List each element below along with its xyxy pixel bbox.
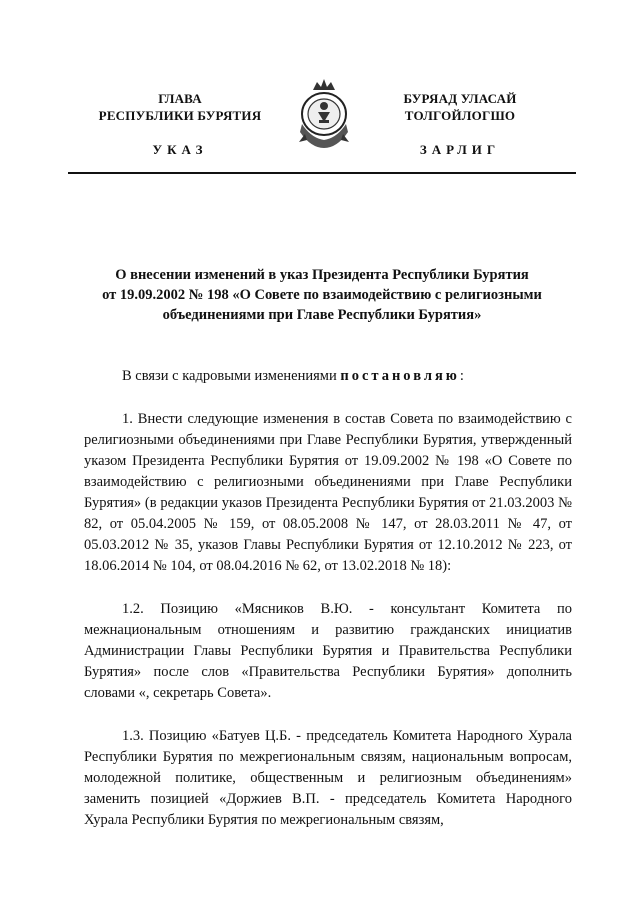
intro-paragraph (84, 366, 572, 387)
paragraph-1: 1. Внести следующие изменения в состав Совета по взаимодействию с религиозными объединениями при Главе Республики Бурятия, утвержденный указом Президента Республики Бурятия от 19.09.2002 № 198 «О Совете по взаимодействию с религиозными объединениями при Главе Республики Бурятия» (в редакции указов Президента Республики Бурятия от 21.03.2003 № 82, от 05.04.2005 № 159, от 08.05.2008 № 147, от 28.03.2011 № 47, от 05.03.2012 № 35, указов Главы Республики Бурятия от 12.10.2012 № 223, от 18.06.2014 № 104, от 08.04.2016 № 62, от 13.02.2018 № 18): (84, 411, 572, 574)
intro-keyword: постановляю (340, 368, 460, 384)
title-line1: О внесении изменений в указ Президента Республики Бурятия (115, 267, 529, 283)
paragraph-1-3: 1.3. Позицию «Батуев Ц.Б. - председатель Комитета Народного Хурала Республики Бурятия по межрегиональным связям, национальным вопросам, молодежной политике, общественным и религиозным объединениям» заменить позицией «Доржиев В.П. - председатель Комитета Народного Хурала Республики Бурятия по межрегиональным связям, (84, 728, 572, 828)
doc-type-right: ЗАРЛИГ (419, 142, 501, 157)
header-left-line2: РЕСПУБЛИКИ БУРЯТИЯ (98, 108, 262, 123)
header-divider (68, 172, 576, 174)
header-right (360, 90, 560, 124)
intro-prefix: В связи с кадровыми изменениями (122, 368, 341, 384)
header-right-line2: ТОЛГОЙЛОГШО (404, 108, 516, 123)
header-left (80, 90, 280, 124)
paragraph-1-2: 1.2. Позицию «Мясников В.Ю. - консультант Комитета по межнациональным отношениям и развитию гражданских инициатив Администрации Главы Республики Бурятия и Правительства Республики Бурятия» после слов «Правительства Республики Бурятия» дополнить словами «, секретарь Совета». (84, 601, 572, 701)
title-line2: от 19.09.2002 № 198 «О Совете по взаимодействию с религиозными (102, 287, 542, 303)
document-title (80, 265, 564, 325)
header-left-line1: ГЛАВА (158, 91, 202, 106)
doc-type-left: УКАЗ (152, 142, 208, 157)
coat-of-arms-icon (291, 76, 357, 156)
title-line3: объединениями при Главе Республики Бурятия» (162, 307, 482, 323)
intro-suffix: : (459, 368, 464, 384)
document-body (84, 366, 572, 831)
header-right-line1: БУРЯАД УЛАСАЙ (403, 91, 517, 106)
